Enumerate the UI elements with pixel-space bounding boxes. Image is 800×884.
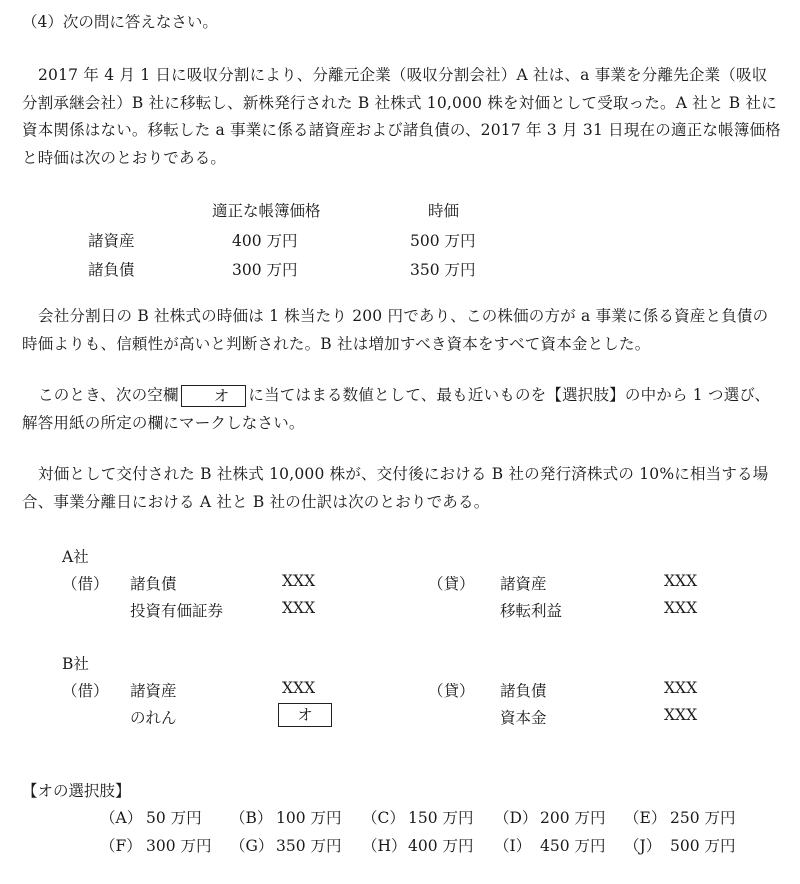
choice-value: 50 万円 [146,809,202,827]
choice-value: 150 万円 [408,809,474,827]
choice-value: 250 万円 [670,809,736,827]
choice-key: （J） [624,837,662,855]
credit-account: 移転利益 [500,602,563,620]
credit-account: 資本金 [500,709,547,727]
stock-price-paragraph: 会社分割日の B 社株式の時価は 1 株当たり 200 円であり、この株価の方が a 事業に係る資産と負債の時価よりも、信頼性が高いと判断された。B 社は増加すべき資本をすべて資本金とした。 [22,307,769,353]
company-label-b: B社 [62,655,89,673]
debit-marker: （借） [62,682,109,700]
credit-amount: XXX [664,572,698,590]
credit-account: 諸資産 [500,575,547,593]
header-book-value: 適正な帳簿価格 [212,202,321,220]
choice-key: （G） [230,837,274,855]
condition-paragraph: 対価として交付された B 社株式 10,000 株が、交付後における B 社の発行済株式の 10%に相当する場合、事業分離日における A 社と B 社の仕訳は次のとおりである。 [22,465,769,511]
credit-marker: （貸） [428,575,475,593]
choice-value: 100 万円 [276,809,342,827]
credit-marker: （貸） [428,682,475,700]
choice-key: （E） [624,809,667,827]
credit-account: 諸負債 [500,682,547,700]
choice-value: 200 万円 [540,809,606,827]
problem-paragraph: 2017 年 4 月 1 日に吸収分割により、分離元企業（吸収分割会社）A 社は、a 事業を分離先企業（吸収分割承継会社）B 社に移転し、新株発行された B 社株式 10,000 株を対価として受取った。A 社と B 社に資本関係はない。移転した a 事業に係る諸資産および諸負債の、2017 年 3 月 31 日現在の適正な帳簿価格と時価は次のとおりである。 [22,66,781,167]
blank-box: オ [181,385,247,407]
instruction-paragraph [22,382,782,437]
header-market-value: 時価 [428,202,460,220]
debit-amount: XXX [282,572,316,590]
goodwill-blank-box: オ [278,703,332,727]
credit-amount: XXX [664,599,698,617]
debit-account: 諸負債 [130,575,177,593]
row-label: 諸負債 [88,261,135,279]
choices-title: 【オの選択肢】 [22,782,131,800]
credit-amount: XXX [664,679,698,697]
choice-value: 450 万円 [540,837,606,855]
choice-value: 300 万円 [146,837,212,855]
choice-value: 350 万円 [276,837,342,855]
choice-key: （A） [100,809,143,827]
book-value-cell: 400 万円 [232,232,298,250]
debit-account: 投資有価証券 [130,602,224,620]
company-label-a: A社 [62,548,89,566]
choice-value: 500 万円 [670,837,736,855]
book-value-cell: 300 万円 [232,261,298,279]
choice-key: （I） [494,837,532,855]
market-value-cell: 500 万円 [410,232,476,250]
instruction-text-after: に当てはまる数値として、最も近いものを【選択肢】の中から 1 つ選び、解答用紙の所定の欄にマークしなさい。 [22,386,771,432]
choice-key: （H） [362,837,407,855]
question-title: （4）次の問に答えなさい。 [22,13,218,31]
debit-amount: XXX [282,599,316,617]
choice-key: （F） [100,837,142,855]
choice-value: 400 万円 [408,837,474,855]
row-label: 諸資産 [88,232,135,250]
choice-key: （C） [362,809,405,827]
debit-marker: （借） [62,575,109,593]
instruction-text-before: このとき、次の空欄 [38,386,179,404]
credit-amount: XXX [664,706,698,724]
choice-key: （D） [494,809,538,827]
debit-account: のれん [130,709,177,727]
market-value-cell: 350 万円 [410,261,476,279]
debit-amount: XXX [282,679,316,697]
debit-account: 諸資産 [130,682,177,700]
choice-key: （B） [230,809,273,827]
